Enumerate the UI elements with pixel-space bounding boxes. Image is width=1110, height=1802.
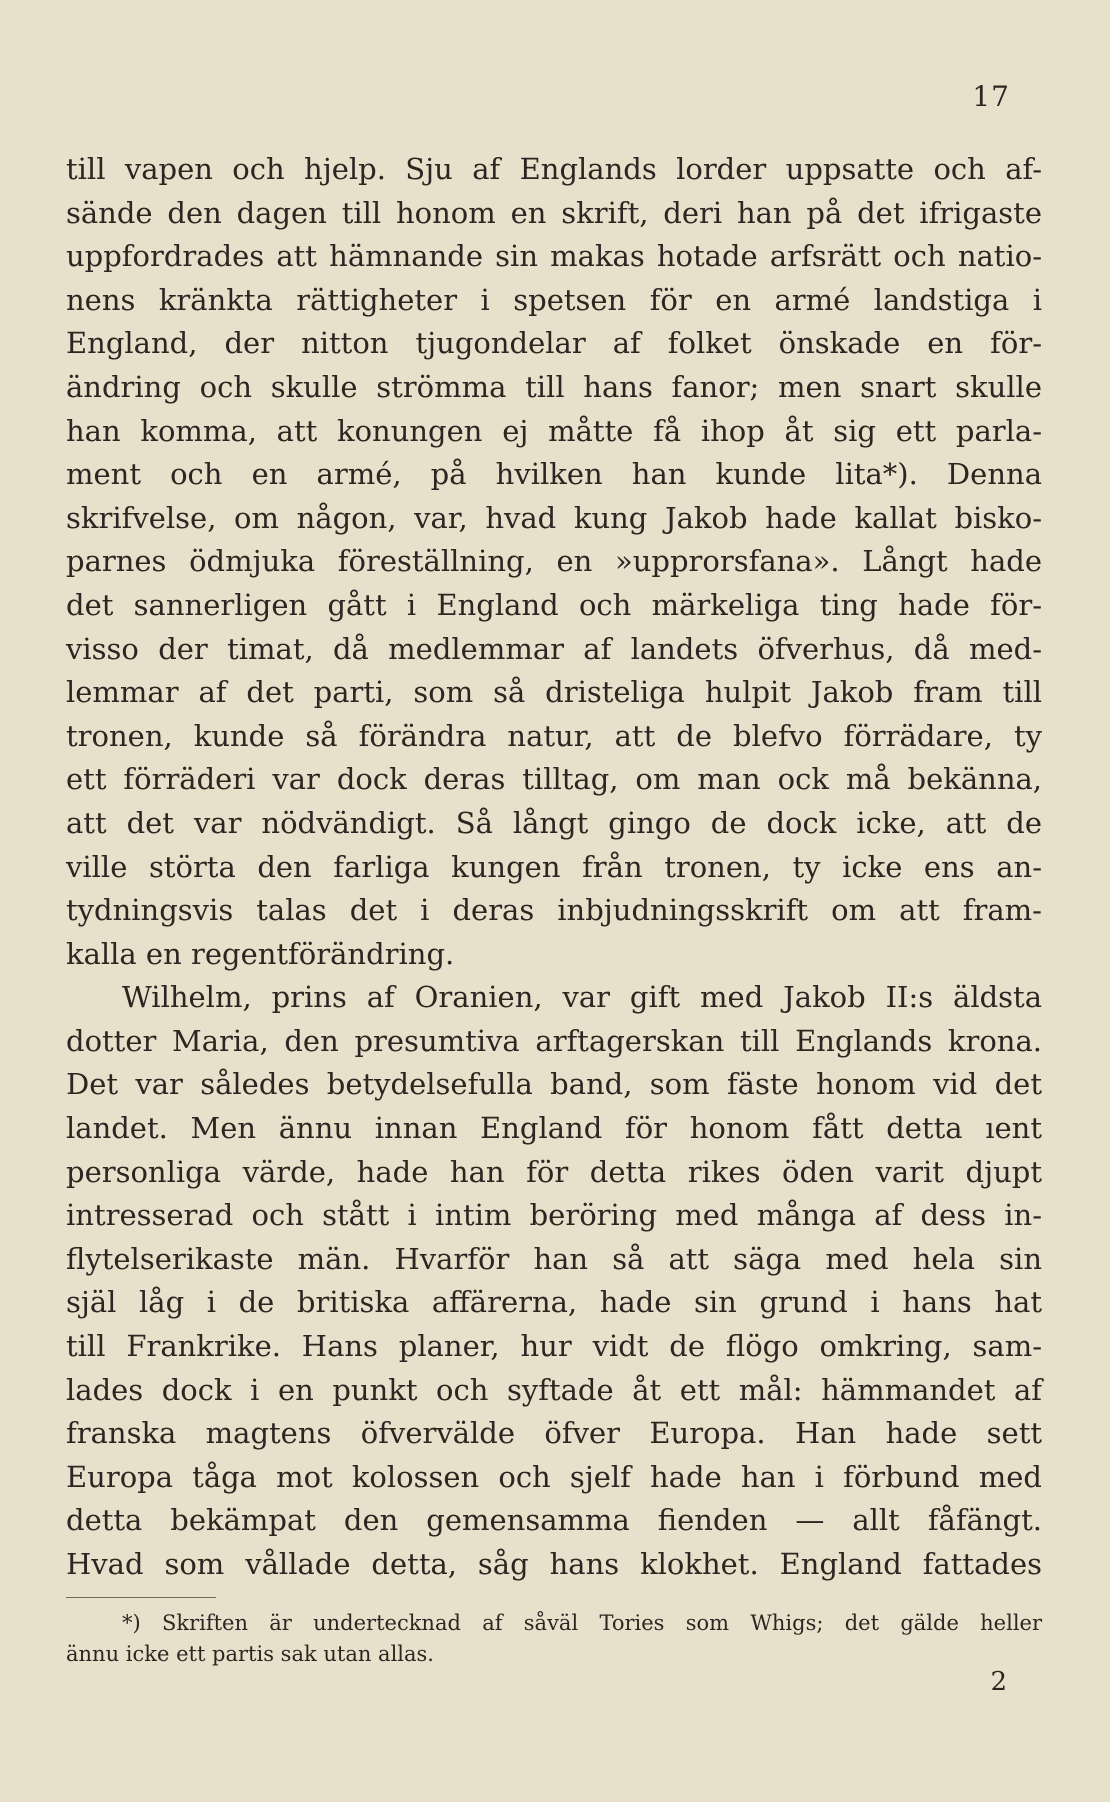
text-line: att det var nödvändigt. Så långt gingo de dock icke, att de	[66, 805, 1042, 840]
text-line: landet. Men ännu innan England för honom fått detta ıent	[66, 1111, 1042, 1146]
signature-mark: 2	[990, 1667, 1007, 1697]
text-line: ville störta den farliga kungen från tronen, ty icke ens an-	[66, 849, 1042, 884]
body-text	[66, 148, 1042, 1587]
text-line: lades dock i en punkt och syftade åt ett mål: hämmandet af	[66, 1372, 1042, 1407]
page-number: 17	[972, 80, 1010, 113]
footnote-line: *) Skriften är undertecknad af såväl Tories som Whigs; det gälde heller	[122, 1611, 1042, 1635]
text-line: Hvad som vållade detta, såg hans klokhet. England fattades	[66, 1547, 1042, 1581]
text-line: detta bekämpat den gemensamma fienden — allt fåfängt.	[66, 1503, 1042, 1538]
text-line: ment och en armé, på hvilken han kunde lita*). Denna	[66, 457, 1042, 492]
text-line: själ låg i de britiska affärerna, hade sin grund i hans hat	[66, 1285, 1042, 1320]
text-line: till Frankrike. Hans planer, hur vidt de flögo omkring, sam-	[66, 1329, 1042, 1364]
text-line: ett förräderi var dock deras tilltag, om man ock må bekänna,	[66, 762, 1042, 797]
text-line: England, der nitton tjugondelar af folket önskade en för-	[66, 326, 1042, 361]
text-line: flytelserikaste män. Hvarför han så att säga med hela sin	[66, 1241, 1042, 1276]
text-line: han komma, att konungen ej måtte få ihop åt sig ett parla-	[66, 413, 1042, 448]
text-line: ändring och skulle strömma till hans fanor; men snart skulle	[66, 369, 1042, 404]
text-line: Wilhelm, prins af Oranien, var gift med Jakob II:s äldsta	[122, 980, 1042, 1015]
text-line: intresserad och stått i intim beröring med många af dess in-	[66, 1198, 1042, 1233]
text-line: visso der timat, då medlemmar af landets öfverhus, då med-	[66, 631, 1042, 666]
text-line: uppfordrades att hämnande sin makas hotade arfsrätt och natio-	[66, 239, 1042, 274]
text-line: nens kränkta rättigheter i spetsen för en armé landstiga i	[66, 282, 1042, 317]
text-line: franska magtens öfvervälde öfver Europa. Han hade sett	[66, 1416, 1042, 1451]
footnote-divider	[66, 1597, 216, 1598]
text-line: lemmar af det parti, som så dristeliga hulpit Jakob fram till	[66, 675, 1042, 710]
footnote-line: ännu icke ett partis sak utan allas.	[66, 1642, 434, 1666]
text-line: det sannerligen gått i England och märkeliga ting hade för-	[66, 587, 1042, 622]
text-line: Det var således betydelsefulla band, som fäste honom vid det	[66, 1067, 1042, 1102]
text-line: till vapen och hjelp. Sju af Englands lorder uppsatte och af-	[66, 152, 1042, 186]
text-line: personliga värde, hade han för detta rikes öden varit djupt	[66, 1154, 1042, 1189]
text-line: skrifvelse, om någon, var, hvad kung Jakob hade kallat bisko-	[66, 500, 1042, 535]
text-line: kalla en regentförändring.	[66, 936, 455, 971]
footnote	[66, 1608, 1042, 1670]
text-line: tydningsvis talas det i deras inbjudningsskrift om att fram-	[66, 893, 1042, 928]
text-line: dotter Maria, den presumtiva arftagerskan till Englands krona.	[66, 1023, 1042, 1058]
text-line: parnes ödmjuka föreställning, en »upprorsfana». Långt hade	[66, 544, 1042, 579]
text-line: tronen, kunde så förändra natur, att de blefvo förrädare, ty	[66, 718, 1042, 753]
text-line: Europa tåga mot kolossen och sjelf hade han i förbund med	[66, 1459, 1042, 1494]
text-line: sände den dagen till honom en skrift, deri han på det ifrigaste	[66, 195, 1042, 230]
